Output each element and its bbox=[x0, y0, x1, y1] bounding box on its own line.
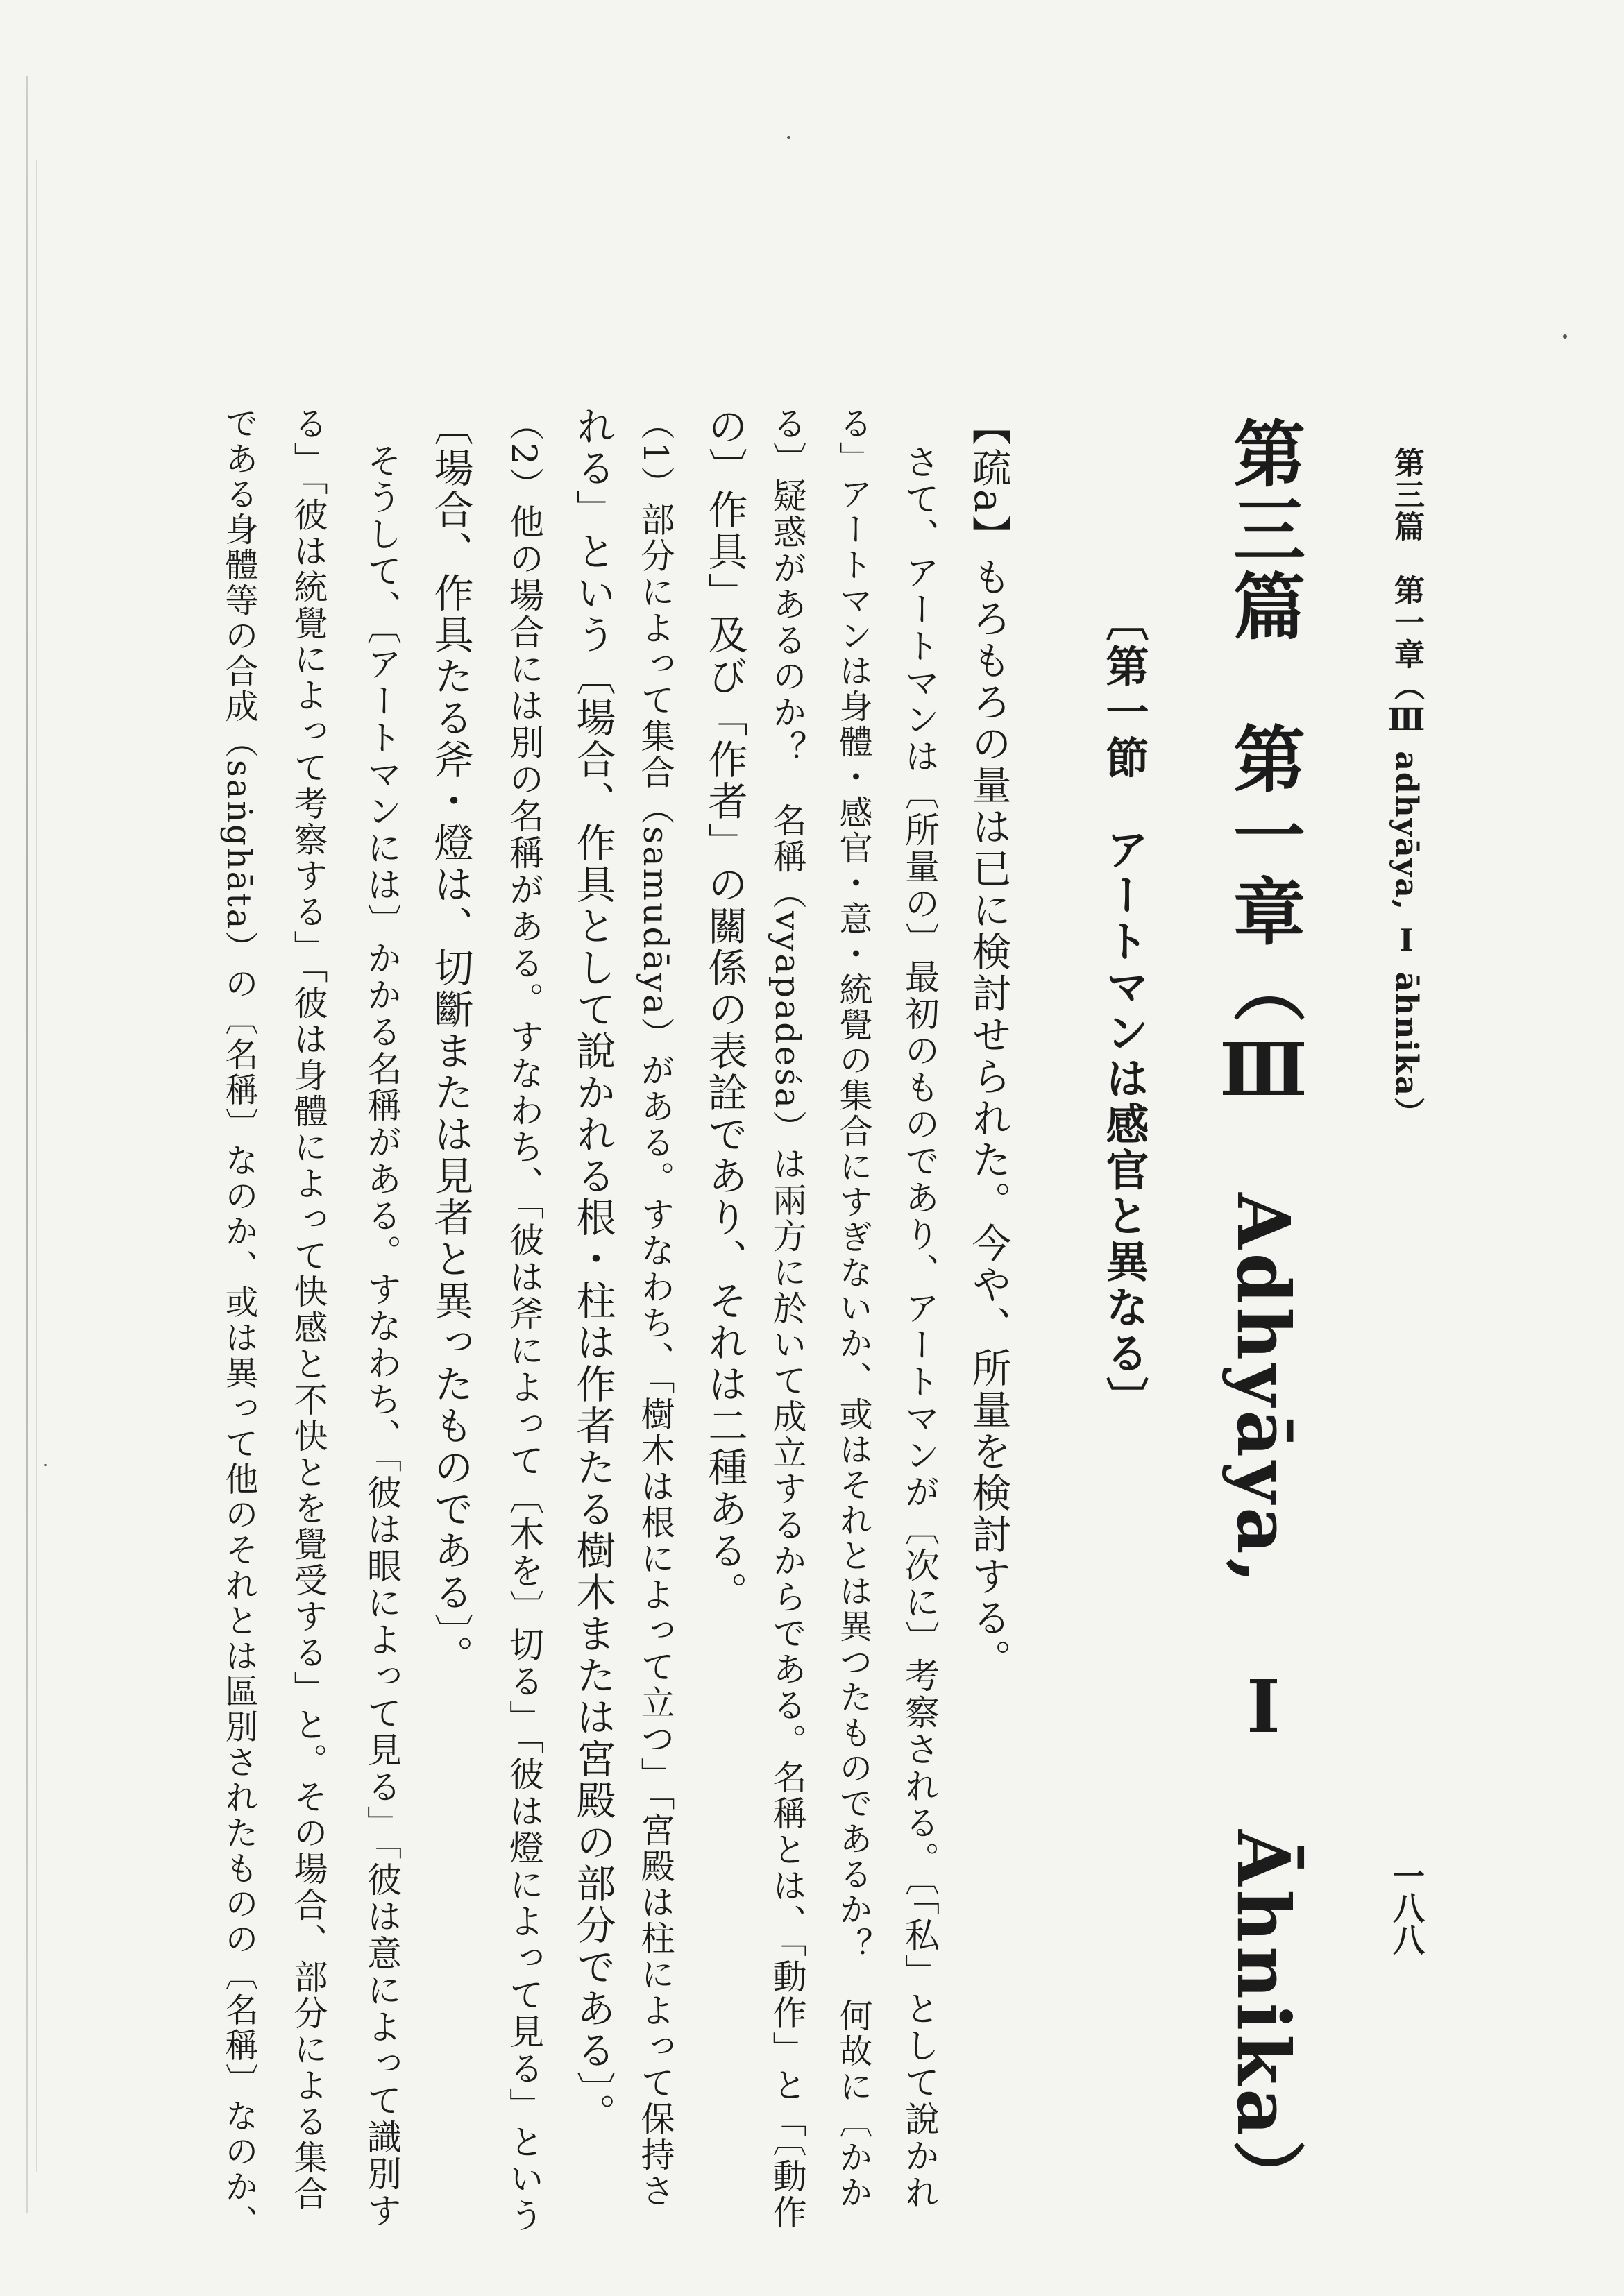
body-line: 【疏a】もろもろの量は已に検討せられた。今や、所量を検討する。 bbox=[965, 406, 1011, 1681]
body-line: れる」という〔場合、作具として說かれる根・柱は作者たる樹木または宮殿の部分である〕。 bbox=[570, 406, 616, 2135]
body-line: の〕作具」及び「作者」の關係の表詮であり、それは二種ある。 bbox=[702, 406, 747, 1613]
scan-binding-edge-inner bbox=[36, 160, 37, 2172]
scan-speck bbox=[787, 136, 790, 139]
body-line: である身體等の合成（saṅghāta）の〔名稱〕なのか、或は異って他のそれとは區別されたものの〔名稱〕なのか、 bbox=[219, 406, 258, 2240]
body-line: （2）他の場合には別の名稱がある。すなわち、「彼は斧によって〔木を〕切る」「彼は燈によって見る」という bbox=[504, 406, 544, 2234]
body-line: 〔場合、作具たる斧・燈は、切斷または見者と異ったものである〕。 bbox=[428, 406, 473, 1677]
part-title: 第三篇 第一章（Ⅲ Adhyāya, Ⅰ Āhnika） bbox=[1221, 416, 1306, 2216]
running-header: 第三篇 第一章（Ⅲ adhyāya, Ⅰ āhnika） bbox=[1389, 447, 1424, 1129]
body-line: そうして、〔アートマンには〕かかる名稱がある。すなわち、「彼は眼によって見る」「彼は意によって識別す bbox=[362, 406, 402, 2229]
scan-speck bbox=[44, 1464, 47, 1466]
body-line: （1）部分によって集合（samudāya）がある。すなわち、「樹木は根によって立つ」「宮殿は柱によって保持さ bbox=[636, 406, 675, 2210]
scan-binding-edge bbox=[26, 76, 28, 2213]
body-line: る〕疑惑があるのか？ 名稱（vyapadeśa）は兩方に於いて成立するからである。名稱とは、「動作」と「〔動作 bbox=[768, 406, 807, 2231]
body-line: さて、アートマンは〔所量の〕最初のものであり、アートマンが〔次に〕考察される。〔「私」として說かれ bbox=[899, 444, 940, 2211]
page-number: 一八八 bbox=[1388, 1860, 1426, 1955]
scan-speck bbox=[1563, 334, 1567, 339]
body-line: る」「彼は統覺によって考察する」「彼は身體によって快感と不快とを覺受する」と。その場合、部分による集合 bbox=[289, 406, 328, 2212]
section-title: 〔第一節 アートマンは感官と異なる〕 bbox=[1099, 598, 1149, 1422]
body-line: る」アートマンは身體・感官・意・統覺の集合にすぎないか、或はそれとは異つたものであるか？ 何故に〔かか bbox=[834, 406, 872, 2211]
